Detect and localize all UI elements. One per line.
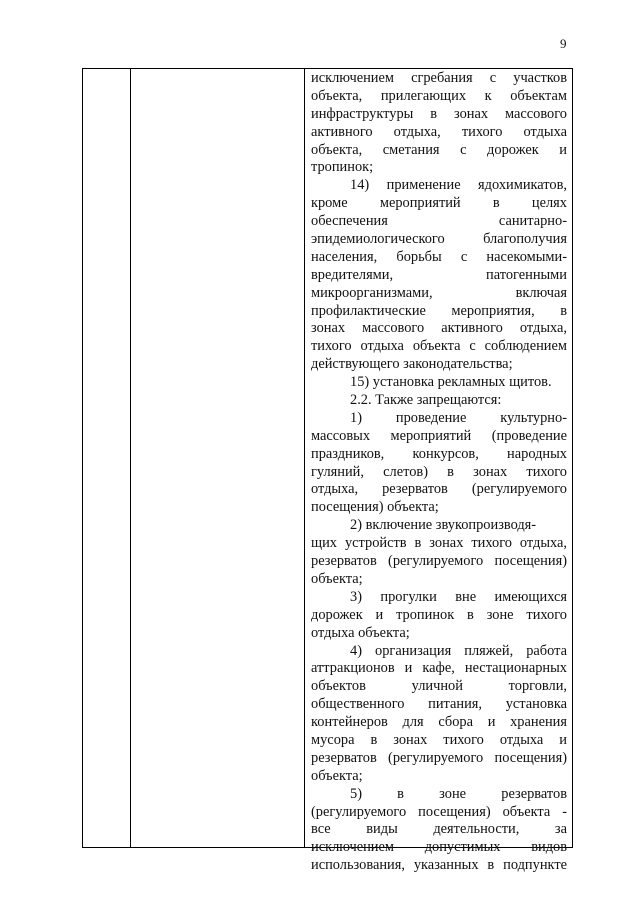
text-line: активного отдыха, тихого отдыха xyxy=(311,123,567,140)
text-line: действующего законодательства; xyxy=(311,356,513,373)
text-line: населения, борьбы с насекомыми- xyxy=(311,248,567,265)
text-line: объекта; xyxy=(311,767,363,784)
column-divider-1 xyxy=(130,69,131,847)
text-line: исключением сгребания с участков xyxy=(311,70,567,86)
text-line: аттракционов и кафе, нестационарных xyxy=(311,660,567,677)
text-line: 1) проведение культурно- xyxy=(350,409,567,426)
text-line: объектов уличной торговли, xyxy=(311,678,567,695)
text-line: отдыха, резерватов (регулируемого xyxy=(311,481,567,498)
text-line: 15) установка рекламных щитов. xyxy=(350,374,552,391)
text-line: отдыха объекта; xyxy=(311,624,410,641)
text-line: резерватов (регулируемого посещения) xyxy=(311,553,567,570)
text-line: дорожек и тропинок в зоне тихого xyxy=(311,606,567,623)
text-line: зонах массового активного отдыха, xyxy=(311,320,567,337)
text-line: кроме мероприятий в целях xyxy=(311,195,567,212)
text-line: инфраструктуры в зонах массового xyxy=(311,105,567,122)
text-line: массовых мероприятий (проведение xyxy=(311,427,567,444)
text-line: 5) в зоне резерватов xyxy=(350,785,567,802)
text-line: использования, указанных в подпункте xyxy=(311,857,567,874)
table-cell-text xyxy=(311,70,567,875)
text-line: профилактические мероприятия, в xyxy=(311,302,567,319)
text-line: (регулируемого посещения) объекта - xyxy=(311,803,567,820)
text-line: посещения) объекта; xyxy=(311,499,439,516)
text-line: эпидемиологического благополучия xyxy=(311,231,567,248)
text-line: 14) применение ядохимикатов, xyxy=(350,177,567,194)
text-line: контейнеров для сбора и хранения xyxy=(311,714,567,731)
text-line: микроорганизмами, включая xyxy=(311,284,567,301)
text-line: объекта, прилегающих к объектам xyxy=(311,87,567,104)
text-line: вредителями, патогенными xyxy=(311,266,567,283)
text-line: праздников, конкурсов, народных xyxy=(311,445,567,462)
text-line: гуляний, слетов) в зонах тихого xyxy=(311,463,567,480)
text-line: исключением допустимых видов xyxy=(311,839,567,856)
column-divider-2 xyxy=(304,69,305,847)
text-line: 3) прогулки вне имеющихся xyxy=(350,588,567,605)
text-line: 4) организация пляжей, работа xyxy=(350,642,567,659)
page-number: 9 xyxy=(560,36,567,51)
text-line: резерватов (регулируемого посещения) xyxy=(311,749,567,766)
text-line: общественного питания, установка xyxy=(311,696,567,713)
text-line: 2.2. Также запрещаются: xyxy=(350,392,502,409)
text-line: объекта, сметания с дорожек и xyxy=(311,141,567,158)
text-line: 2) включение звукопроизводя- xyxy=(350,517,537,534)
text-line: все виды деятельности, за xyxy=(311,821,567,838)
text-line: тропинок; xyxy=(311,159,374,176)
document-table xyxy=(82,68,573,874)
text-line: объекта; xyxy=(311,570,363,587)
text-line: мусора в зонах тихого отдыха и xyxy=(311,731,567,748)
text-line: тихого отдыха объекта с соблюдением xyxy=(311,338,567,355)
text-line: щих устройств в зонах тихого отдыха, xyxy=(311,535,567,552)
text-line: обеспечения санитарно- xyxy=(311,213,567,230)
